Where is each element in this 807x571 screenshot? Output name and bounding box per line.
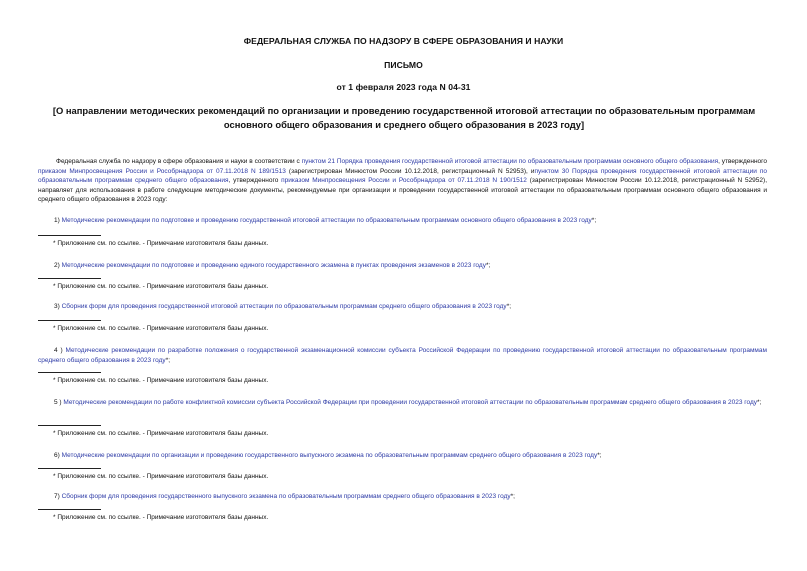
document-type: ПИСЬМО — [384, 60, 423, 70]
item-7-link[interactable]: Сборник форм для проведения государственного выпускного экзамена по образовательным программам среднего общего образования в 2023 году — [61, 493, 511, 500]
agency-title: ФЕДЕРАЛЬНАЯ СЛУЖБА ПО НАДЗОРУ В СФЕРЕ ОБРАЗОВАНИЯ И НАУКИ — [243, 36, 564, 46]
item-3-link[interactable]: Сборник форм для проведения государственной итоговой аттестации по образовательным программам среднего общего образования в 2023 году — [61, 303, 507, 310]
footnote-5: * Приложение см. по ссылке. - Примечание изготовителя базы данных. — [53, 430, 269, 437]
document-subject: [О направлении методических рекомендаций по организации и проведению государственной итоговой аттестации по образовательным программам основного общего образования и среднего общего образования в 2023 году] — [52, 105, 756, 130]
link-order-article-21[interactable]: пунктом 21 Порядка проведения государственной итоговой аттестации по образовательным программам основного общего образования — [301, 158, 719, 165]
list-item-5: 5 ) Методические рекомендации по работе конфликтной комиссии субъекта Российской Федерации при проведении государственной итоговой аттестации по образовательным программам среднего общего образования в 2023 году*; — [54, 399, 762, 406]
list-item-1: 1) Методические рекомендации по подготовке и проведению государственной итоговой аттестации по образовательным программам основного общего образования в 2023 году*; — [54, 217, 597, 224]
list-item-4: 4 ) Методические рекомендации по разработке положения о государственной экзаменационной комиссии субъекта Российской Федерации по проведению государственной итоговой аттестации по образовательным программам среднего общего образования в 2023 году*; — [38, 347, 767, 364]
intro-paragraph: Федеральная служба по надзору в сфере образования и науки в соответствии с пунктом 21 Порядка проведения государственной итоговой аттестации по образовательным программам основного общего образования, утвержденного приказом Минпросвещения России и Рособрнадзора от 07.11.2018 N 189/1513 (зарегистрирован Минюстом России 10.12.2018, регистрационный N 52953), ипунктом 30 Порядка проведения государственной итоговой аттестации по образовательным программам среднего общего образования, утвержденного приказом Минпросвещения России и Рособрнадзора от 07.11.2018 N 190/1512 (зарегистрирован Минюстом России 10.12.2018, регистрационный N 52952), направляет для использования в работе следующие методические документы, рекомендуемые при организации и проведении государственной итоговой аттестации по образовательным программам основного общего образования и среднего общего образования в 2023 году: — [38, 158, 767, 204]
footnote-4: * Приложение см. по ссылке. - Примечание изготовителя базы данных. — [53, 377, 269, 384]
item-4-link[interactable]: Методические рекомендации по разработке положения о государственной экзаменационной комиссии субъекта Российской Федерации по проведению государственной итоговой аттестации по образовательным программам среднего общего образования в 2023 году — [38, 347, 767, 364]
footnote-7: * Приложение см. по ссылке. - Примечание изготовителя базы данных. — [53, 514, 269, 521]
item-6-link[interactable]: Методические рекомендации по организации и проведению государственного выпускного экзамена по образовательным программам среднего общего образования в 2023 году — [61, 452, 598, 459]
item-1-link[interactable]: Методические рекомендации по подготовке и проведению государственной итоговой аттестации по образовательным программам основного общего образования в 2023 году — [61, 217, 592, 224]
footnote-divider — [38, 320, 101, 321]
footnote-divider — [38, 509, 101, 510]
footnote-divider — [38, 278, 101, 279]
footnote-1: * Приложение см. по ссылке. - Примечание изготовителя базы данных. — [53, 240, 269, 247]
list-item-6: 6) Методические рекомендации по организации и проведению государственного выпускного экзамена по образовательным программам среднего общего образования в 2023 году*; — [54, 452, 602, 459]
footnote-divider — [38, 468, 101, 469]
link-order-article-30[interactable]: пунктом 30 Порядка проведения государственной итоговой аттестации по образовательным программам среднего общего образования — [38, 167, 767, 185]
item-5-link[interactable]: Методические рекомендации по работе конфликтной комиссии субъекта Российской Федерации при проведении государственной итоговой аттестации по образовательным программам среднего общего образования в 2023 году — [63, 399, 758, 406]
footnote-6: * Приложение см. по ссылке. - Примечание изготовителя базы данных. — [53, 473, 269, 480]
footnote-2: * Приложение см. по ссылке. - Примечание изготовителя базы данных. — [53, 283, 269, 290]
list-item-7: 7) Сборник форм для проведения государственного выпускного экзамена по образовательным программам среднего общего образования в 2023 году*; — [54, 493, 515, 500]
link-order-190-1512[interactable]: приказом Минпросвещения России и Рособрнадзора от 07.11.2018 N 190/1512 — [281, 177, 527, 185]
list-item-3: 3) Сборник форм для проведения государственной итоговой аттестации по образовательным программам среднего общего образования в 2023 году*; — [54, 303, 512, 310]
footnote-3: * Приложение см. по ссылке. - Примечание изготовителя базы данных. — [53, 325, 269, 332]
list-item-2: 2) Методические рекомендации по подготовке и проведению единого государственного экзамена в пунктах проведения экзаменов в 2023 году*; — [54, 262, 491, 269]
item-2-link[interactable]: Методические рекомендации по подготовке и проведению единого государственного экзамена в пунктах проведения экзаменов в 2023 году — [61, 262, 486, 269]
document-date-number: от 1 февраля 2023 года N 04-31 — [336, 82, 471, 92]
footnote-divider — [38, 372, 101, 373]
footnote-divider — [38, 425, 101, 426]
link-order-189-1513[interactable]: приказом Минпросвещения России и Рособрнадзора от 07.11.2018 N 189/1513 — [38, 167, 286, 175]
footnote-divider — [38, 235, 101, 236]
